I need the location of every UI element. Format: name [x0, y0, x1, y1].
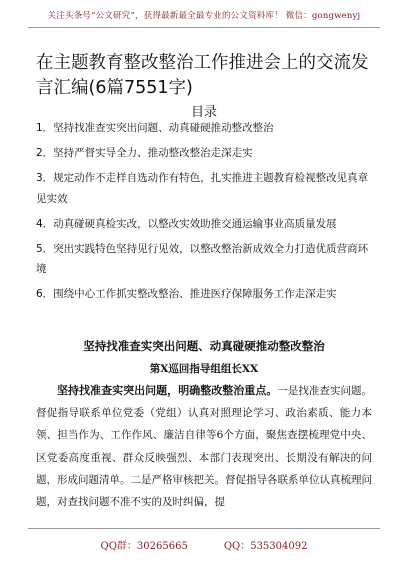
- table-of-contents: [36, 118, 372, 309]
- toc-item: 5．突出实践特色坚持见行见效，以整改整治新成效全力打造优质营商环境: [36, 242, 369, 275]
- paragraph-body: 一是找准查实问题。督促指导联系单位党委（党组）认真对照理论学习、政治素质、能力本领、担当作为、工作作风、廉洁自律等6个方面，聚焦查摆梳理党中央、区党委高度重视、群众反映强烈、本部门表现突出、长期没有解决的问题，形成问题清单。二是严格审核把关。督促指导各联系单位认真梳理问题，对查找问题不准不实的及时纠偏，提: [36, 385, 373, 509]
- toc-item: 4．动真碰硬真检实改，以整改实效助推交通运输事业高质量发展: [36, 217, 337, 230]
- body-paragraph: [36, 380, 372, 513]
- footer-divider: [28, 528, 380, 529]
- header-note: 关注头条号“公文研究”，获得最新最全最专业的公文资料库！ 微信：gongwenyj: [47, 11, 361, 21]
- document-title: 在主题教育整改整治工作推进会上的交流发言汇编(6篇7551字): [36, 53, 369, 98]
- toc-item: 2．坚持严督实导全力、推动整改整治走深走实: [36, 147, 253, 159]
- toc-heading: 目录: [190, 105, 217, 120]
- toc-item: 3．规定动作不走样自选动作有特色，扎实推进主题教育检视整改见真章见实效: [36, 172, 369, 205]
- article-title: 坚持找准查实突出问题、动真碰硬推动整改整治: [83, 339, 325, 353]
- paragraph-lead: 坚持找准查实突出问题，明确整改整治重点。: [57, 384, 278, 397]
- footer: [0, 537, 408, 552]
- footer-qq: QQ：535304092: [223, 541, 308, 552]
- toc-item: 6．围绕中心工作抓实整改整治、推进医疗保障服务工作走深走实: [36, 288, 337, 300]
- footer-qq-group: QQ群：30265665: [100, 541, 188, 552]
- header-divider: [28, 27, 380, 28]
- article-author: 第X巡回指导组组长XX: [149, 363, 259, 375]
- toc-item: 1．坚持找准查实突出问题、动真碰硬推动整改整治: [36, 122, 274, 134]
